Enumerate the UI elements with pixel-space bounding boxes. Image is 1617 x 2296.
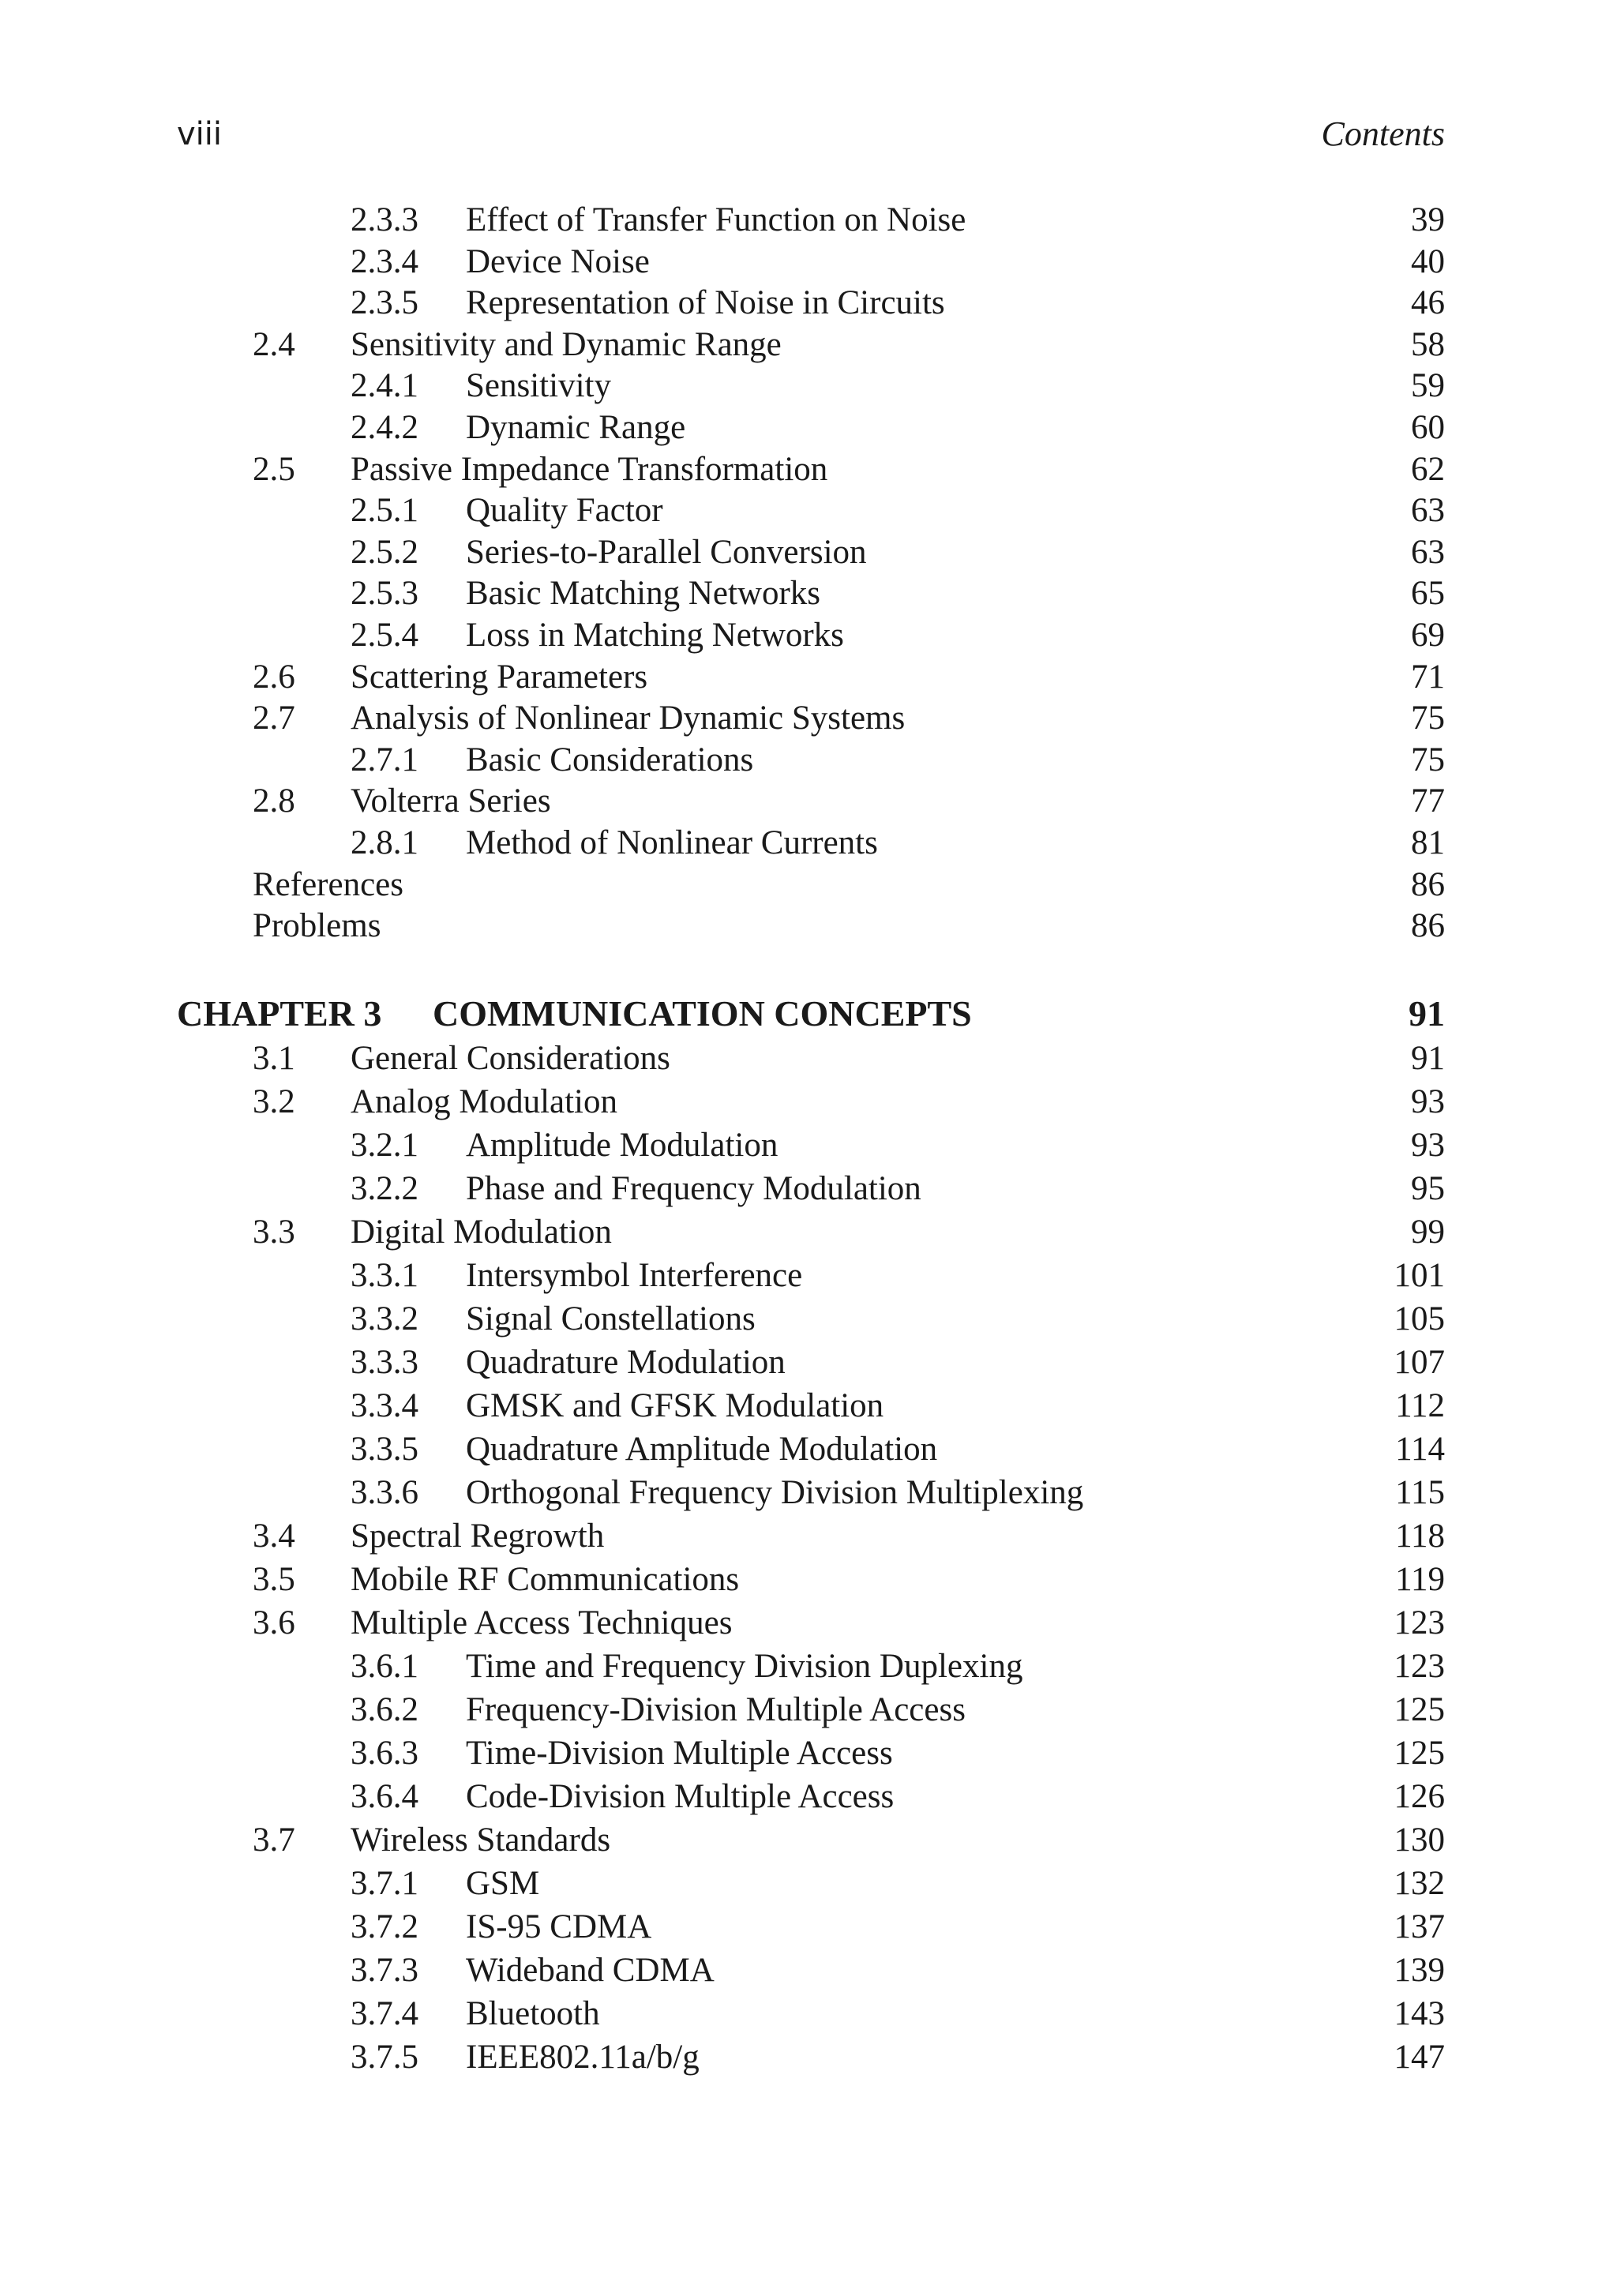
toc-continued-list: [177, 200, 1445, 947]
toc-entry: [177, 823, 1445, 865]
running-title: Contents: [1321, 114, 1445, 153]
entry-page: 143: [1394, 1994, 1445, 2032]
entry-page: 91: [1411, 1039, 1445, 1077]
entry-page: 112: [1395, 1386, 1445, 1424]
entry-title: Method of Nonlinear Currents: [466, 823, 878, 861]
entry-number: 3.7.4: [351, 1994, 418, 2032]
entry-title: Frequency-Division Multiple Access: [466, 1690, 966, 1728]
entry-page: 86: [1411, 907, 1445, 945]
entry-number: 3.7.3: [351, 1951, 418, 1989]
entry-number: 2.8: [253, 782, 295, 820]
entry-title: Code-Division Multiple Access: [466, 1777, 895, 1815]
toc-entry: [177, 1427, 1445, 1471]
entry-title: Dynamic Range: [466, 408, 686, 446]
entry-page: 65: [1411, 575, 1445, 613]
entry-title: Orthogonal Frequency Division Multiplexing: [466, 1473, 1084, 1511]
entry-number: 2.3.4: [351, 242, 418, 280]
entry-title: Multiple Access Techniques: [351, 1604, 733, 1641]
entry-page: 60: [1411, 408, 1445, 446]
toc-entry: [177, 449, 1445, 491]
toc-entry: [177, 1862, 1445, 1905]
entry-page: 75: [1411, 700, 1445, 737]
entry-title: Digital Modulation: [351, 1213, 612, 1251]
entry-page: 119: [1395, 1560, 1445, 1598]
entry-title: Loss in Matching Networks: [466, 616, 844, 654]
entry-title: Basic Matching Networks: [466, 575, 821, 613]
entry-page: 125: [1394, 1734, 1445, 1772]
entry-title: Time and Frequency Division Duplexing: [466, 1647, 1023, 1685]
entry-title: IEEE802.11a/b/g: [466, 2038, 700, 2076]
entry-number: 3.6.3: [351, 1734, 418, 1772]
toc-entry: [177, 1254, 1445, 1297]
toc-entry: [177, 242, 1445, 283]
entry-title: Problems: [253, 907, 381, 945]
entry-number: 3.3.1: [351, 1256, 418, 1294]
entry-number: 3.7: [253, 1821, 295, 1859]
entry-title: Scattering Parameters: [351, 658, 648, 696]
entry-page: 115: [1395, 1473, 1445, 1511]
entry-number: 3.1: [253, 1039, 295, 1077]
entry-number: 2.4.2: [351, 408, 418, 446]
entry-title: GMSK and GFSK Modulation: [466, 1386, 884, 1424]
entry-number: 3.4: [253, 1517, 295, 1555]
entry-title: Quality Factor: [466, 492, 663, 530]
entry-title: Basic Considerations: [466, 741, 754, 778]
toc-entry: [177, 1558, 1445, 1601]
toc-entry: [177, 1731, 1445, 1775]
entry-title: Representation of Noise in Circuits: [466, 284, 945, 322]
entry-number: 3.7.1: [351, 1864, 418, 1902]
entry-number: 2.7.1: [351, 741, 418, 778]
entry-title: Amplitude Modulation: [466, 1126, 778, 1164]
toc-entry: [177, 1384, 1445, 1427]
entry-page: 69: [1411, 616, 1445, 654]
page-folio: viii: [177, 116, 223, 152]
entry-page: 132: [1394, 1864, 1445, 1902]
entry-title: Volterra Series: [351, 782, 551, 820]
entry-title: Wireless Standards: [351, 1821, 611, 1859]
entry-page: 137: [1394, 1908, 1445, 1945]
toc-entry: [177, 1645, 1445, 1688]
entry-title: Effect of Transfer Function on Noise: [466, 201, 966, 238]
entry-number: 2.4: [253, 325, 295, 363]
entry-page: 114: [1395, 1430, 1445, 1468]
toc-entry: [177, 1167, 1445, 1210]
chapter-title: COMMUNICATION CONCEPTS: [433, 992, 972, 1034]
running-header: [177, 111, 1445, 158]
chapter-number: CHAPTER 3: [177, 992, 382, 1034]
entry-title: Time-Division Multiple Access: [466, 1734, 893, 1772]
entry-page: 58: [1411, 325, 1445, 363]
toc-entry: [177, 1341, 1445, 1384]
entry-number: 3.7.5: [351, 2038, 418, 2076]
toc-entry: [177, 325, 1445, 366]
entry-page: 130: [1394, 1821, 1445, 1859]
entry-title: Bluetooth: [466, 1994, 600, 2032]
toc-entry: [177, 865, 1445, 906]
entry-page: 63: [1411, 533, 1445, 571]
entry-page: 139: [1394, 1951, 1445, 1989]
entry-page: 39: [1411, 201, 1445, 238]
toc-entry: [177, 366, 1445, 407]
entry-number: 3.7.2: [351, 1908, 418, 1945]
toc-entry: [177, 200, 1445, 242]
entry-page: 46: [1411, 284, 1445, 322]
entry-page: 71: [1411, 658, 1445, 696]
entry-number: 3.2.1: [351, 1126, 418, 1164]
entry-title: Device Noise: [466, 242, 650, 280]
entry-page: 95: [1411, 1169, 1445, 1207]
entry-number: 3.6: [253, 1604, 295, 1641]
entry-title: Mobile RF Communications: [351, 1560, 740, 1598]
entry-title: Sensitivity: [466, 367, 611, 405]
chapter-heading: [177, 991, 1445, 1037]
entry-number: 2.5.3: [351, 575, 418, 613]
toc-entry: [177, 407, 1445, 449]
toc-entry: [177, 1297, 1445, 1341]
entry-title: IS-95 CDMA: [466, 1908, 652, 1945]
entry-page: 86: [1411, 865, 1445, 903]
toc-entry: [177, 1080, 1445, 1124]
entry-number: 3.6.1: [351, 1647, 418, 1685]
entry-number: 3.3.6: [351, 1473, 418, 1511]
toc-entry: [177, 1818, 1445, 1862]
entry-title: Spectral Regrowth: [351, 1517, 605, 1555]
entry-number: 3.5: [253, 1560, 295, 1598]
entry-title: Analog Modulation: [351, 1082, 617, 1120]
entry-title: Signal Constellations: [466, 1300, 756, 1337]
entry-number: 3.3.4: [351, 1386, 418, 1424]
toc-chapter-list: [177, 1037, 1445, 2079]
entry-page: 40: [1411, 242, 1445, 280]
toc-entry: [177, 1905, 1445, 1949]
entry-title: General Considerations: [351, 1039, 670, 1077]
entry-title: Wideband CDMA: [466, 1951, 715, 1989]
toc-entry: [177, 615, 1445, 657]
toc-entry: [177, 1992, 1445, 2035]
entry-number: 3.2: [253, 1082, 295, 1120]
entry-title: Sensitivity and Dynamic Range: [351, 325, 782, 363]
entry-page: 123: [1394, 1647, 1445, 1685]
chapter-gap: [177, 947, 1445, 991]
entry-title: Phase and Frequency Modulation: [466, 1169, 921, 1207]
entry-page: 93: [1411, 1082, 1445, 1120]
entry-page: 99: [1411, 1213, 1445, 1251]
entry-number: 3.6.2: [351, 1690, 418, 1728]
toc-entry: [177, 698, 1445, 740]
toc-entry: [177, 283, 1445, 325]
toc-entry: [177, 2035, 1445, 2079]
toc-entry: [177, 1471, 1445, 1514]
entry-page: 63: [1411, 492, 1445, 530]
entry-page: 62: [1411, 450, 1445, 488]
entry-title: Passive Impedance Transformation: [351, 450, 828, 488]
toc-entry: [177, 657, 1445, 699]
toc-entry: [177, 1775, 1445, 1818]
entry-number: 2.5.4: [351, 616, 418, 654]
entry-number: 2.7: [253, 700, 295, 737]
entry-number: 2.3.5: [351, 284, 418, 322]
entry-title: Analysis of Nonlinear Dynamic Systems: [351, 700, 906, 737]
entry-page: 123: [1394, 1604, 1445, 1641]
entry-page: 107: [1394, 1343, 1445, 1381]
entry-number: 2.5.1: [351, 492, 418, 530]
toc-entry: [177, 906, 1445, 947]
entry-page: 77: [1411, 782, 1445, 820]
toc-entry: [177, 1210, 1445, 1254]
toc-entry: [177, 1949, 1445, 1992]
entry-number: 2.3.3: [351, 201, 418, 238]
entry-number: 2.6: [253, 658, 295, 696]
entry-page: 93: [1411, 1126, 1445, 1164]
toc-entry: [177, 1601, 1445, 1645]
entry-number: 2.4.1: [351, 367, 418, 405]
toc-entry: [177, 1688, 1445, 1731]
entry-number: 3.3: [253, 1213, 295, 1251]
entry-page: 81: [1411, 823, 1445, 861]
chapter-page: 91: [1409, 992, 1445, 1034]
entry-page: 126: [1394, 1777, 1445, 1815]
entry-page: 105: [1394, 1300, 1445, 1337]
toc-entry: [177, 1514, 1445, 1558]
entry-page: 118: [1395, 1517, 1445, 1555]
table-of-contents: [177, 200, 1445, 2079]
entry-title: Quadrature Amplitude Modulation: [466, 1430, 938, 1468]
entry-number: 3.3.3: [351, 1343, 418, 1381]
entry-page: 75: [1411, 741, 1445, 778]
entry-title: Series-to-Parallel Conversion: [466, 533, 867, 571]
entry-title: GSM: [466, 1864, 540, 1902]
entry-page: 147: [1394, 2038, 1445, 2076]
entry-number: 2.5.2: [351, 533, 418, 571]
entry-number: 3.6.4: [351, 1777, 418, 1815]
toc-entry: [177, 532, 1445, 574]
toc-entry: [177, 1124, 1445, 1167]
entry-title: References: [253, 865, 403, 903]
entry-page: 101: [1394, 1256, 1445, 1294]
entry-title: Quadrature Modulation: [466, 1343, 786, 1381]
toc-entry: [177, 781, 1445, 823]
toc-entry: [177, 740, 1445, 782]
entry-number: 2.5: [253, 450, 295, 488]
entry-number: 3.3.2: [351, 1300, 418, 1337]
toc-entry: [177, 1037, 1445, 1080]
entry-page: 125: [1394, 1690, 1445, 1728]
entry-number: 3.2.2: [351, 1169, 418, 1207]
entry-title: Intersymbol Interference: [466, 1256, 803, 1294]
toc-entry: [177, 490, 1445, 532]
entry-number: 2.8.1: [351, 823, 418, 861]
toc-entry: [177, 573, 1445, 615]
entry-number: 3.3.5: [351, 1430, 418, 1468]
entry-page: 59: [1411, 367, 1445, 405]
